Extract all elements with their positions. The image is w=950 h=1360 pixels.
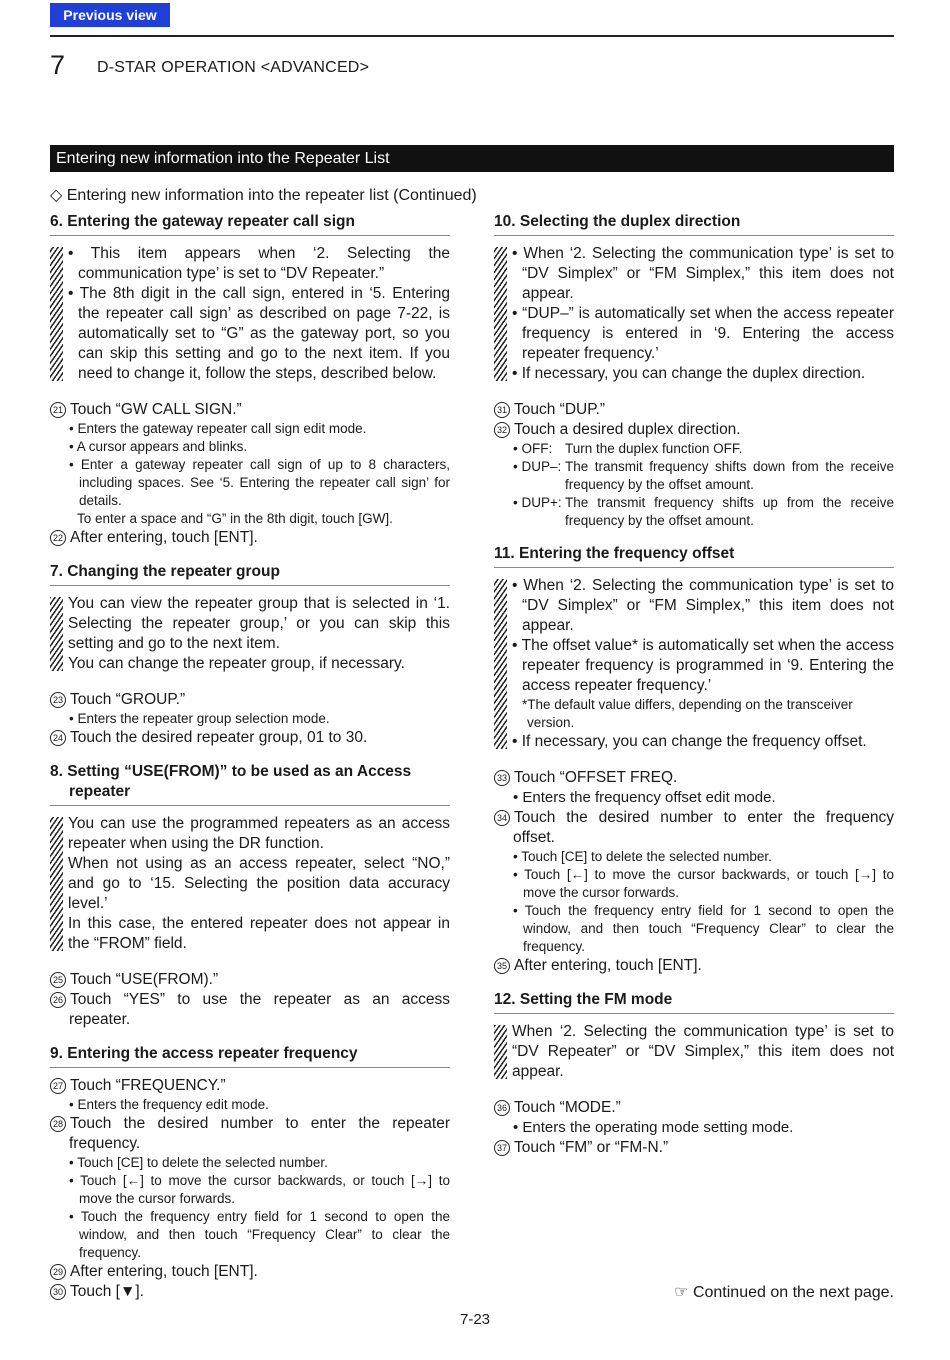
step-number-icon: 36 [494,1100,510,1116]
previous-view-button[interactable]: Previous view [50,3,170,27]
step-22: 22 After entering, touch [ENT]. [50,528,450,548]
step-detail: • Touch [CE] to delete the selected number. [513,849,772,864]
right-column [494,212,894,1158]
step-27: 27 Touch “FREQUENCY.” [50,1076,450,1096]
step-number-icon: 24 [50,730,66,746]
step-number-icon: 32 [494,422,510,438]
step-number-icon: 34 [494,810,510,826]
step-32: 32 Touch a desired duplex direction. [494,420,894,440]
step-33: 33 Touch “OFFSET FREQ. [494,768,894,788]
step-37: 37 Touch “FM” or “FM-N.” [494,1138,894,1158]
section-11-note [494,576,894,752]
note-item: • If necessary, you can change the frequency offset. [512,733,867,750]
step-detail: • Enters the frequency offset edit mode. [513,789,776,806]
step-21: 21 Touch “GW CALL SIGN.” [50,400,450,420]
step-detail: • Touch the frequency entry field for 1 second to open the window, and then touch “Frequency Clear” to clear the frequency. [69,1209,450,1260]
note-item: You can use the programmed repeaters as an access repeater when using the DR function. [68,815,450,852]
step-number-icon: 27 [50,1078,66,1094]
section-9-heading: 9. Entering the access repeater frequency [50,1044,450,1068]
note-item: You can change the repeater group, if necessary. [68,655,405,672]
page-number: 7-23 [459,1311,491,1328]
step-number-icon: 22 [50,530,66,546]
step-detail: • Enter a gateway repeater call sign of up to 8 characters, including spaces. See ‘5. Entering the repeater call sign’ for details. [69,457,450,508]
section-10-heading: 10. Selecting the duplex direction [494,212,894,236]
step-number-icon: 25 [50,972,66,988]
subheading: ◇ Entering new information into the repeater list (Continued) [50,187,477,204]
note-item: • When ‘2. Selecting the communication type’ is set to “DV Simplex” or “FM Simplex,” this item does not appear. [512,577,894,634]
step-detail: • Touch [←] to move the cursor backwards, or touch [→] to move the cursor forwards. [69,1173,450,1206]
step-number-icon: 21 [50,402,66,418]
section-11-heading: 11. Entering the frequency offset [494,544,894,568]
note-item: • The 8th digit in the call sign, entered in ‘5. Entering the repeater call sign’ as described on page 7-22, is automatically set to “G” as the gateway port, so you can skip this setting and go to the next item. If you need to change it, follow the steps, described below. [68,285,450,382]
continued-note: ☞ Continued on the next page. [674,1284,894,1301]
step-number-icon: 35 [494,958,510,974]
step-26: 26 Touch “YES” to use the repeater as an access repeater. [50,990,450,1030]
chapter-number: 7 [50,50,66,80]
duplex-option-dup-plus: • DUP+: The transmit frequency shifts up from the receive frequency by the offset amount. [513,495,894,528]
duplex-option-dup-minus: • DUP–: The transmit frequency shifts down from the receive frequency by the offset amount. [513,459,894,492]
step-detail: • Enters the gateway repeater call sign edit mode. [69,421,367,436]
step-35: 35 After entering, touch [ENT]. [494,956,894,976]
note-item: In this case, the entered repeater does not appear in the “FROM” field. [68,915,450,952]
step-number-icon: 23 [50,692,66,708]
note-item: • If necessary, you can change the duplex direction. [512,365,866,382]
step-number-icon: 26 [50,992,66,1008]
section-12-heading: 12. Setting the FM mode [494,990,894,1014]
step-detail: • Enters the operating mode setting mode. [513,1119,794,1136]
left-column [50,212,450,1302]
section-8-heading: 8. Setting “USE(FROM)” to be used as an Access repeater [50,762,450,806]
step-detail: • Touch the frequency entry field for 1 second to open the window, and then touch “Frequency Clear” to clear the frequency. [513,903,894,954]
step-number-icon: 37 [494,1140,510,1156]
section-10-note [494,244,894,384]
step-34: 34 Touch the desired number to enter the frequency offset. [494,808,894,848]
section-8-note [50,814,450,954]
note-footnote: *The default value differs, depending on the transceiver version. [522,697,853,730]
step-detail: • Touch [CE] to delete the selected number. [69,1155,328,1170]
section-title-bar: Entering new information into the Repeater List [50,145,894,172]
section-6-heading: 6. Entering the gateway repeater call sign [50,212,450,236]
step-detail: To enter a space and “G” in the 8th digit, touch [GW]. [77,511,393,526]
step-25: 25 Touch “USE(FROM).” [50,970,450,990]
section-7-note [50,594,450,674]
step-28: 28 Touch the desired number to enter the repeater frequency. [50,1114,450,1154]
step-23: 23 Touch “GROUP.” [50,690,450,710]
step-detail: • Enters the frequency edit mode. [69,1097,269,1112]
step-29: 29 After entering, touch [ENT]. [50,1262,450,1282]
chapter-title: D-STAR OPERATION <ADVANCED> [97,59,370,76]
note-item: When not using as an access repeater, select “NO,” and go to ‘15. Selecting the position data accuracy level.’ [68,855,450,912]
note-item: • “DUP–” is automatically set when the access repeater frequency is entered in ‘9. Entering the access repeater frequency.’ [512,305,894,362]
step-number-icon: 31 [494,402,510,418]
step-number-icon: 29 [50,1264,66,1280]
note-item: • This item appears when ‘2. Selecting the communication type’ is set to “DV Repeater.” [68,245,450,282]
header-rule [50,35,894,37]
note-item: When ‘2. Selecting the communication type’ is set to “DV Repeater” or “DV Simplex,” this item does not appear. [512,1023,894,1080]
duplex-option-off: • OFF: Turn the duplex function OFF. [513,441,743,456]
section-12-note [494,1022,894,1082]
step-detail: • Touch [←] to move the cursor backwards, or touch [→] to move the cursor forwards. [513,867,894,900]
step-30: 30 Touch [▼]. [50,1282,450,1302]
step-detail: • Enters the repeater group selection mode. [69,711,330,726]
section-7-heading: 7. Changing the repeater group [50,562,450,586]
step-36: 36 Touch “MODE.” [494,1098,894,1118]
section-6-note [50,244,450,384]
step-detail: • A cursor appears and blinks. [69,439,248,454]
note-item: • When ‘2. Selecting the communication type’ is set to “DV Simplex” or “FM Simplex,” this item does not appear. [512,245,894,302]
step-number-icon: 28 [50,1116,66,1132]
step-24: 24 Touch the desired repeater group, 01 to 30. [50,728,450,748]
note-item: You can view the repeater group that is selected in ‘1. Selecting the repeater group,’ or you can skip this setting and go to the next item. [68,595,450,652]
step-31: 31 Touch “DUP.” [494,400,894,420]
step-number-icon: 33 [494,770,510,786]
note-item: • The offset value* is automatically set when the access repeater frequency is programmed in ‘9. Entering the access repeater frequency.’ [512,637,894,694]
step-number-icon: 30 [50,1284,66,1300]
